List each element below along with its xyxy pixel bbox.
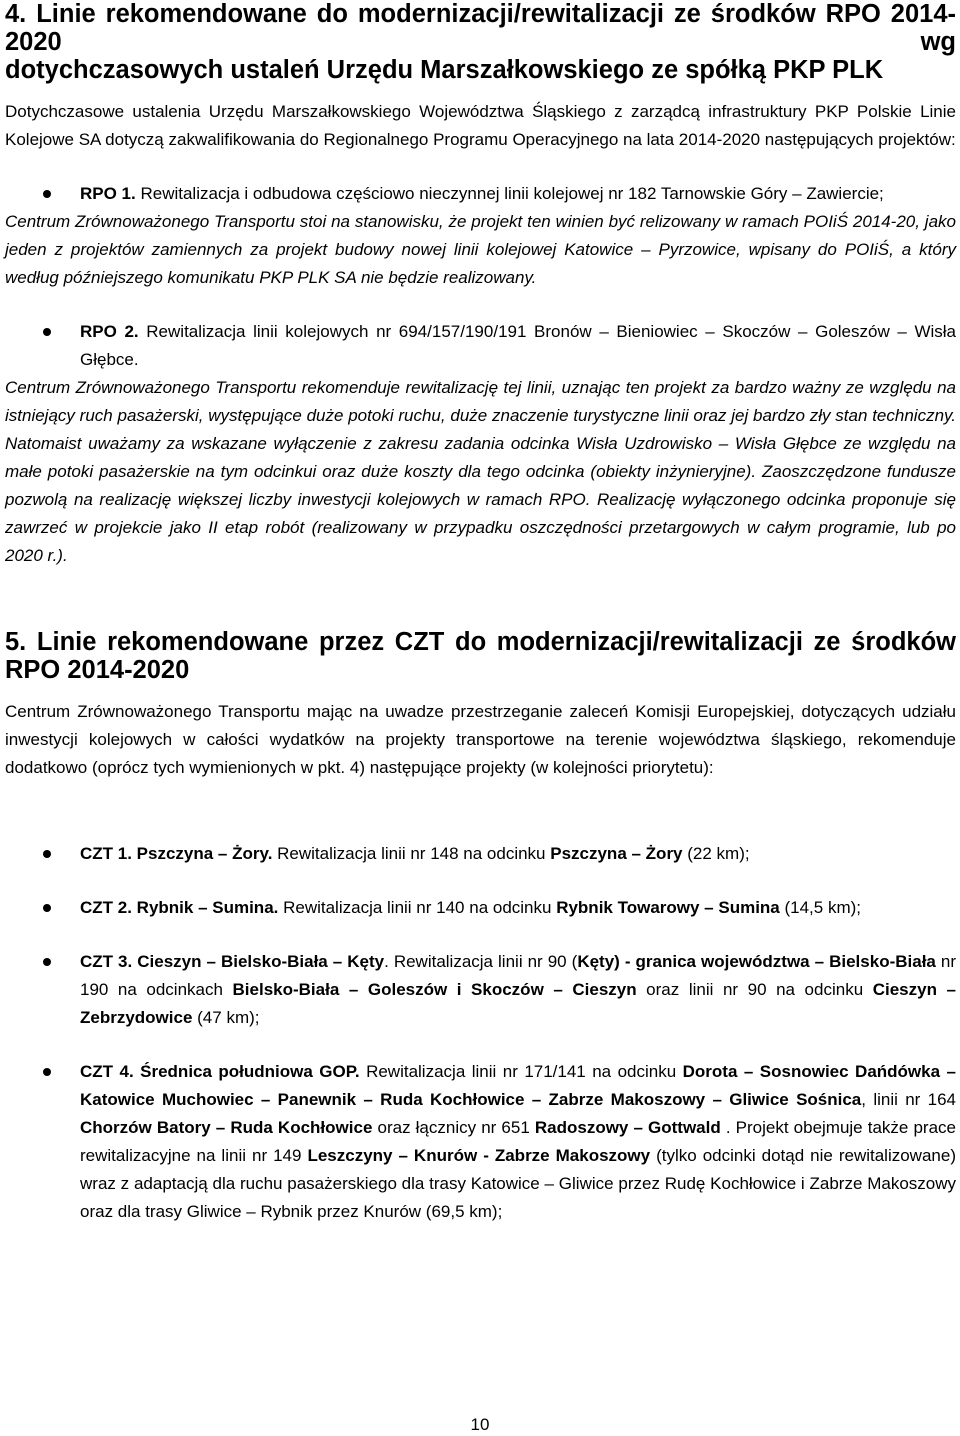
rpo2-comment: Centrum Zrównoważonego Transportu rekomenduje rewitalizację tej linii, uznając ten projekt za bardzo ważny ze względu na istniejący ruch pasażerski, występujące duże potoki ruchu, duże znaczenie turystyczne linii oraz jej bardzo zły stan techniczny. Natomaist uważamy za wskazane wyłączenie z zakresu zadania odcinka Wisła Uzdrowisko – Wisła Głębce ze względu na małe potoki pasażerskie na tym odcinkui oraz duże koszty dla tego odcinka (obiekty inżynieryjne). Zaoszczędzone fundusze pozwolą na realizację większej liczby inwestycji kolejowych w ramach RPO. Realizację wyłączonego odcinka proponuje się zawrzeć w projekcie jako II etap robót (realizowany w przypadku oszczędności przetargowych w całym programie, lub po 2020 r.). (5, 378, 956, 565)
czt4-bold2: Chorzów Batory – Ruda Kochłowice (80, 1118, 373, 1137)
czt1-bold1: Pszczyna – Żory (550, 844, 683, 863)
rpo2-label: RPO 2. (80, 322, 139, 341)
rpo1-label: RPO 1. (80, 184, 136, 203)
czt3-text1: . Rewitalizacja linii nr 90 ( (384, 952, 578, 971)
czt3-bold2: Bielsko-Biała – Goleszów i Skoczów – Cieszyn (232, 980, 637, 999)
bullet-icon (43, 958, 51, 966)
bullet-icon (43, 328, 51, 336)
bullet-icon (43, 1068, 51, 1076)
czt4-text2: , linii nr 164 (861, 1090, 957, 1109)
section-4-heading (5, 0, 956, 84)
section-5-intro: Centrum Zrównoważonego Transportu mając na uwadze przestrzeganie zaleceń Komisji Europejskiej, dotyczących udziału inwestycji kolejowych w całości wydatków na projekty transportowe na terenie województwa śląskiego, rekomenduje dodatkowo (oprócz tych wymienionych w pkt. 4) następujące projekty (w kolejności priorytetu): (5, 702, 956, 777)
czt2-bold1: Rybnik Towarowy – Sumina (556, 898, 780, 917)
bullet-icon (43, 190, 51, 198)
czt3-text3: oraz linii nr 90 na odcinku (636, 980, 873, 999)
czt4-bold1: Dorota – Sosnowiec Dańdówka – Katowice Muchowiec – Panewnik – Ruda Kochłowice – Zabrze Makoszowy – Gliwice Sośnica (80, 1062, 956, 1109)
czt2-label: CZT 2. Rybnik – Sumina. (80, 898, 279, 917)
czt2-item (5, 894, 956, 922)
czt3-text4: (47 km); (192, 1008, 260, 1027)
czt4-bold3: Radoszowy – Gottwald (534, 1118, 721, 1137)
czt3-item (5, 948, 956, 1032)
czt1-text1: Rewitalizacja linii nr 148 na odcinku (272, 844, 551, 863)
czt1-text2: (22 km); (682, 844, 750, 863)
czt1-label: CZT 1. Pszczyna – Żory. (80, 844, 273, 863)
section-4-heading-line2: dotychczasowych ustaleń Urzędu Marszałkowskiego ze spółką PKP PLK (5, 56, 884, 84)
section-4-intro: Dotychczasowe ustalenia Urzędu Marszałkowskiego Województwa Śląskiego z zarządcą infrastruktury PKP Polskie Linie Kolejowe SA dotyczą zakwalifikowania do Regionalnego Programu Operacyjnego na lata 2014-2020 następujących projektów: (5, 102, 956, 149)
czt4-text5: (tylko odcinki dotąd nie rewitalizowane) wraz z adaptacją dla ruchu pasażerskiego dla trasy Katowice – Gliwice przez Rudę Kochłowice i Zabrze Makoszowy oraz dla trasy Gliwice – Rybnik przez Knurów (69,5 km); (80, 1146, 956, 1221)
rpo1-item (5, 180, 956, 208)
section-5-heading: 5. Linie rekomendowane przez CZT do modernizacji/rewitalizacji ze środków RPO 2014-2020 (5, 628, 956, 684)
czt3-bold3: Cieszyn – Zebrzydowice (80, 980, 956, 1027)
rpo1-text: Rewitalizacja i odbudowa częściowo nieczynnej linii kolejowej nr 182 Tarnowskie Góry – Zawiercie; (135, 184, 884, 203)
czt3-text2: nr 190 na odcinkach (80, 952, 957, 999)
czt4-label: CZT 4. Średnica południowa GOP. (80, 1062, 360, 1081)
czt4-text1: Rewitalizacja linii nr 171/141 na odcinku (359, 1062, 683, 1081)
rpo2-text: Rewitalizacja linii kolejowych nr 694/157/190/191 Bronów – Bieniowiec – Skoczów – Goleszów – Wisła Głębce. (80, 322, 956, 369)
czt2-text2: (14,5 km); (779, 898, 862, 917)
bullet-icon (43, 850, 51, 858)
czt3-bold1: Kęty) - granica województwa – Bielsko-Biała (577, 952, 936, 971)
bullet-icon (43, 904, 51, 912)
czt4-text4: . Projekt obejmuje także prace rewitalizacyjne na linii nr 149 (80, 1118, 956, 1165)
page-number: 10 (470, 1415, 490, 1434)
czt2-text1: Rewitalizacja linii nr 140 na odcinku (278, 898, 557, 917)
section-4-heading-line1: 4. Linie rekomendowane do modernizacji/rewitalizacji ze środków RPO 2014-2020 wg (5, 0, 956, 56)
czt4-item (5, 1058, 956, 1226)
czt3-label: CZT 3. Cieszyn – Bielsko-Biała – Kęty (80, 952, 385, 971)
rpo2-item (5, 318, 956, 374)
czt1-item (5, 840, 956, 868)
rpo1-comment: Centrum Zrównoważonego Transportu stoi na stanowisku, że projekt ten winien być relizowany w ramach POIiŚ 2014-20, jako jeden z projektów zamiennych za projekt budowy nowej linii kolejowej Katowice – Pyrzowice, wpisany do POIiŚ, a który według późniejszego komunikatu PKP PLK SA nie będzie realizowany. (5, 212, 956, 287)
czt4-bold4: Leszczyny – Knurów - Zabrze Makoszowy (307, 1146, 651, 1165)
czt4-text3: oraz łącznicy nr 651 (372, 1118, 535, 1137)
